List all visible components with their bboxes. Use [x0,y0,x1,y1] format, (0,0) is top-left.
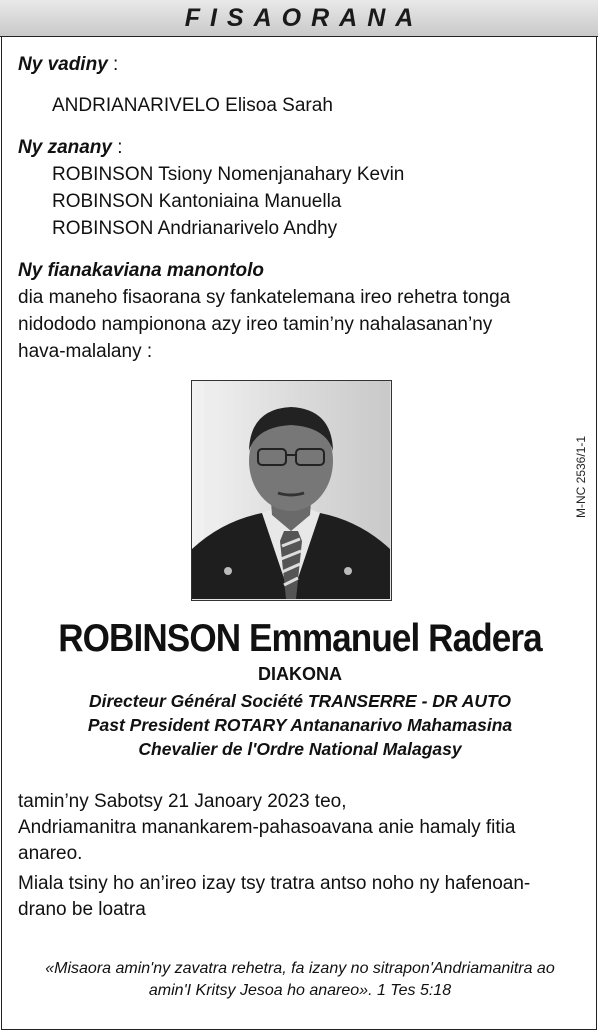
closing-line-2: Andriamanitra manankarem-pahasoavana anie hamaly fitia [18,817,516,838]
closing-line-4: Miala tsiny ho an’ireo izay tsy tratra antso noho ny hafenoan- [18,873,531,894]
closing-line-1: tamin’ny Sabotsy 21 Janoary 2023 teo, [18,791,347,812]
children-colon: : [111,137,123,158]
scripture-quote [0,958,600,1002]
title-banner [0,0,598,37]
closing-line-5: drano be loatra [18,899,146,920]
widow-heading-line [18,52,118,78]
quote-line-1: «Misaora amin'ny zavatra rehetra, fa izany no sitrapon'Andriamanitra ao [45,960,555,977]
family-line-1: dia maneho fisaorana sy fankatelemana ireo rehetra tonga [18,287,511,308]
children-heading: Ny zanany [18,137,112,158]
deceased-titles [0,689,600,761]
reference-code: M-NC 2536/1-1 [574,435,588,518]
widow-heading: Ny vadiny [18,54,108,75]
title-line-2: Past President ROTARY Antananarivo Mahamasina [87,715,513,735]
deceased-role: DIAKONA [258,664,342,684]
widow-name: ANDRIANARIVELO Elisoa Sarah [52,95,333,116]
deceased-name: ROBINSON Emmanuel Radera [58,617,542,660]
family-line-3: hava-malalany : [18,341,153,362]
closing-line-3: anareo. [18,843,83,864]
widow-colon: : [107,54,119,75]
title-line-1: Directeur Général Société TRANSERRE - DR AUTO [88,691,512,711]
child-name-1: ROBINSON Tsiony Nomenjanahary Kevin [52,164,405,185]
portrait-illustration [192,381,390,599]
child-name-3: ROBINSON Andrianarivelo Andhy [52,218,338,239]
banner-title: FISAORANA [184,4,424,32]
portrait-photo [191,380,392,601]
family-line-2: nidododo nampionona azy ireo tamin’ny nahalasanan’ny [18,314,493,335]
quote-line-2: amin'I Kritsy Jesoa ho anareo». 1 Tes 5:18 [148,982,452,999]
children-heading-line [18,135,123,161]
family-heading: Ny fianakaviana manontolo [18,260,265,281]
title-line-3: Chevalier de l'Ordre National Malagasy [138,739,462,759]
child-name-2: ROBINSON Kantoniaina Manuella [52,191,342,212]
